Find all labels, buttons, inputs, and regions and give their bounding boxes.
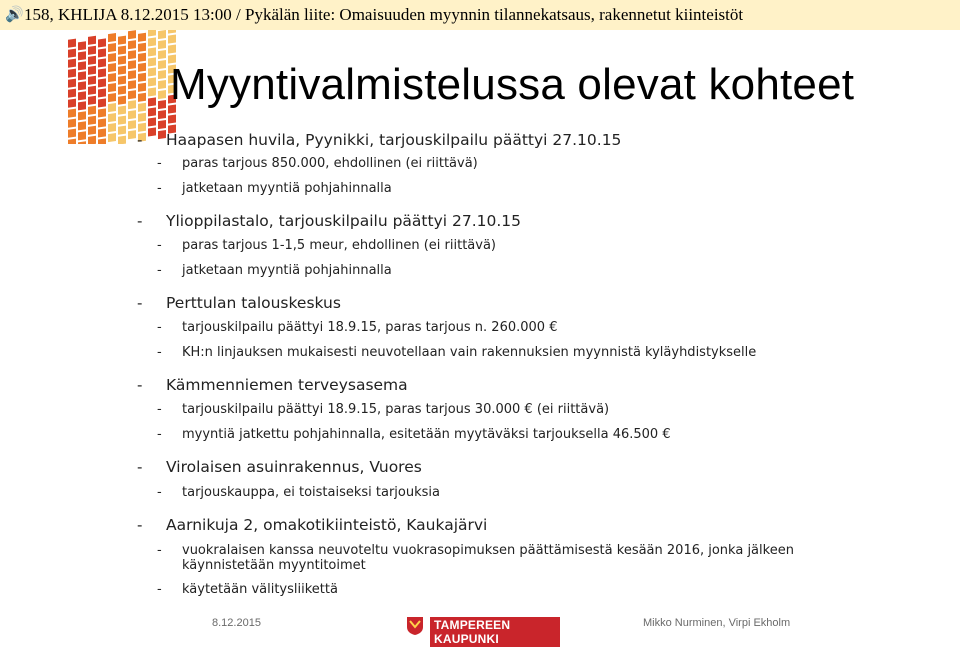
dash-bullet: - bbox=[157, 485, 162, 500]
city-crest-icon bbox=[406, 616, 424, 636]
sub-item-text: paras tarjous 1-1,5 meur, ehdollinen (ei riittävä) bbox=[182, 238, 496, 253]
dash-bullet: - bbox=[157, 320, 162, 335]
dash-bullet: - bbox=[157, 156, 162, 171]
item-text: Aarnikuja 2, omakotikiinteistö, Kaukajärvi bbox=[166, 516, 488, 534]
dash-bullet: - bbox=[157, 427, 162, 442]
sub-item-text: käytetään välitysliikettä bbox=[182, 582, 338, 597]
header-text: 158, KHLIJA 8.12.2015 13:00 / Pykälän liite: Omaisuuden myynnin tilannekatsaus, rakennetut kiinteistöt bbox=[24, 5, 744, 24]
dash-bullet: - bbox=[157, 263, 162, 278]
dash-bullet: - bbox=[157, 543, 162, 558]
footer-date: 8.12.2015 bbox=[212, 617, 261, 629]
dash-bullet: - bbox=[137, 212, 143, 230]
dash-bullet: - bbox=[137, 376, 143, 394]
sub-item-text: myyntiä jatkettu pohjahinnalla, esitetään myytäväksi tarjouksella 46.500 € bbox=[182, 427, 671, 442]
city-name: TAMPEREEN KAUPUNKI bbox=[430, 617, 560, 647]
dash-bullet: - bbox=[137, 294, 143, 312]
item-text: Ylioppilastalo, tarjouskilpailu päättyi 27.10.15 bbox=[166, 212, 521, 230]
sub-item-text: KH:n linjauksen mukaisesti neuvotellaan vain rakennuksien myynnistä kyläyhdistykselle bbox=[182, 345, 757, 360]
dash-bullet: - bbox=[137, 131, 143, 149]
sub-item-text: tarjouskilpailu päättyi 18.9.15, paras tarjous n. 260.000 € bbox=[182, 320, 558, 335]
dash-bullet: - bbox=[137, 458, 143, 476]
sub-item-text: tarjouskauppa, ei toistaiseksi tarjouksia bbox=[182, 485, 440, 500]
item-text: Haapasen huvila, Pyynikki, tarjouskilpailu päättyi 27.10.15 bbox=[166, 131, 622, 149]
dash-bullet: - bbox=[157, 402, 162, 417]
dash-bullet: - bbox=[157, 345, 162, 360]
city-logo bbox=[406, 614, 560, 646]
sub-item-text: tarjouskilpailu päättyi 18.9.15, paras tarjous 30.000 € (ei riittävä) bbox=[182, 402, 610, 417]
page-title: Myyntivalmistelussa olevat kohteet bbox=[170, 60, 855, 109]
item-text: Perttulan talouskeskus bbox=[166, 294, 341, 312]
dash-bullet: - bbox=[157, 238, 162, 253]
sub-item-text: vuokralaisen kanssa neuvoteltu vuokrasopimuksen päättämisestä kesään 2016, jonka jälkeen käynnistetään myyntitoimet bbox=[182, 543, 794, 573]
item-text: Virolaisen asuinrakennus, Vuores bbox=[166, 458, 422, 476]
sub-item-text: paras tarjous 850.000, ehdollinen (ei riittävä) bbox=[182, 156, 478, 171]
sub-item-text: jatketaan myyntiä pohjahinnalla bbox=[182, 181, 392, 196]
footer-authors: Mikko Nurminen, Virpi Ekholm bbox=[643, 617, 791, 629]
speaker-bullet-icon: 🔊 bbox=[5, 7, 24, 23]
sub-item-text: jatketaan myyntiä pohjahinnalla bbox=[182, 263, 392, 278]
dash-bullet: - bbox=[137, 516, 143, 534]
item-text: Kämmenniemen terveysasema bbox=[166, 376, 408, 394]
dash-bullet: - bbox=[157, 582, 162, 597]
dash-bullet: - bbox=[157, 181, 162, 196]
